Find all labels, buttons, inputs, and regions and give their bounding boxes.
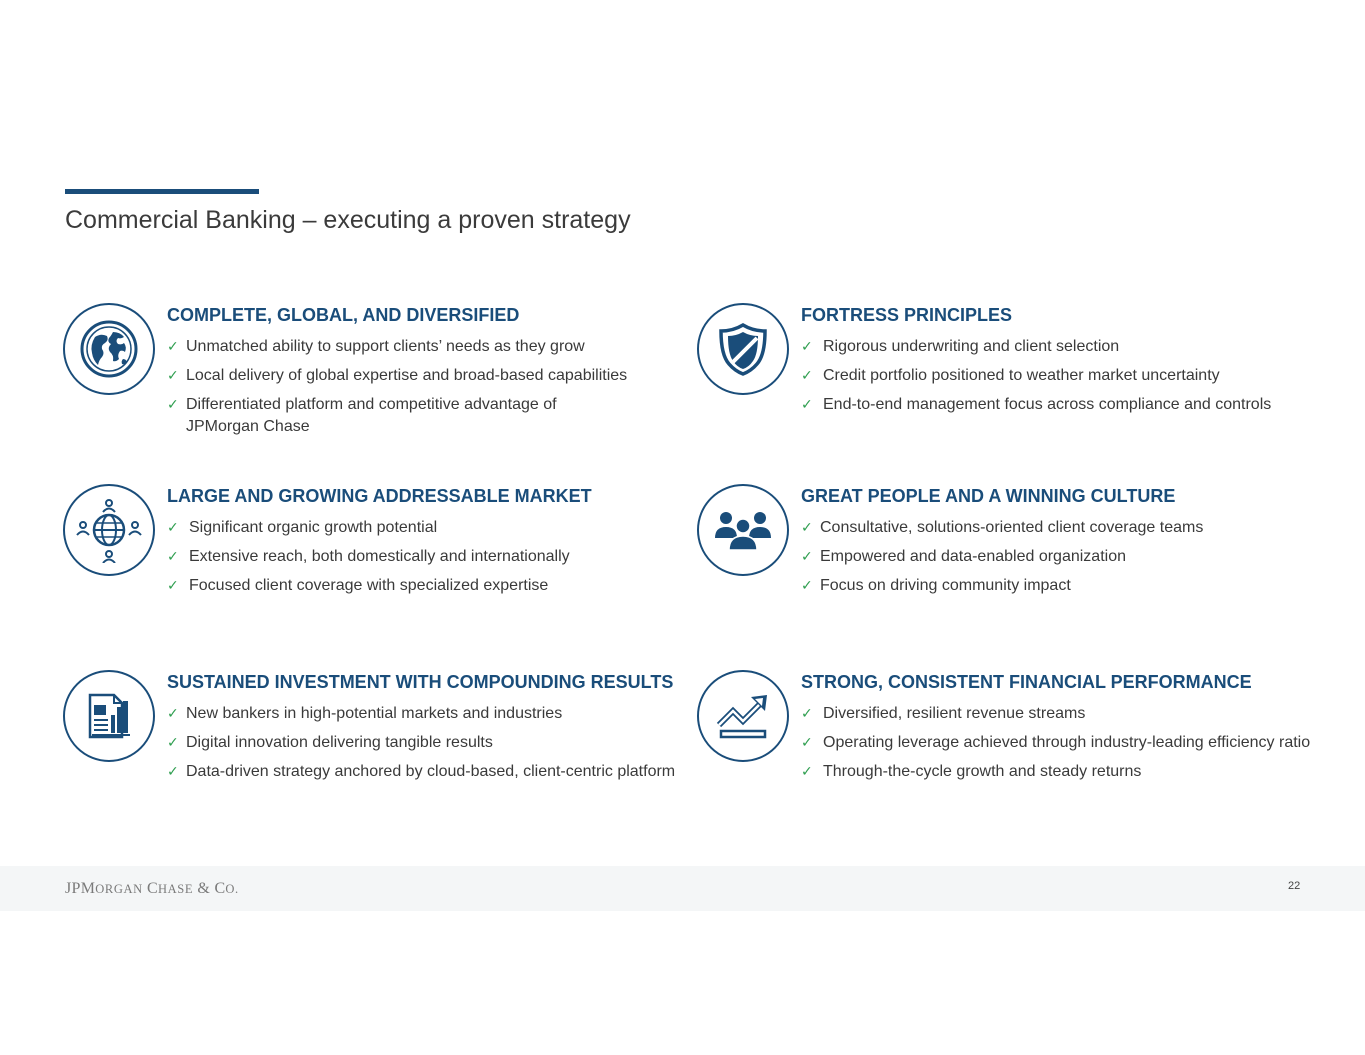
bullet-item: ✓ Significant organic growth potential <box>167 517 570 539</box>
check-icon: ✓ <box>801 368 813 384</box>
shield-icon <box>697 303 789 395</box>
check-icon: ✓ <box>801 520 813 536</box>
bullet-item: ✓ New bankers in high-potential markets and industries <box>167 703 675 725</box>
bullet-item: ✓ Local delivery of global expertise and broad-based capabilities <box>167 365 627 387</box>
bullet-item: ✓ Rigorous underwriting and client selection <box>801 336 1271 358</box>
bullet-item: ✓ Through-the-cycle growth and steady returns <box>801 761 1310 783</box>
bullet-item: ✓ Digital innovation delivering tangible results <box>167 732 675 754</box>
check-icon: ✓ <box>167 706 179 722</box>
bullet-item: ✓ Focused client coverage with specialized expertise <box>167 575 570 597</box>
bullet-list <box>801 336 1271 423</box>
page-title: Commercial Banking – executing a proven strategy <box>65 206 631 234</box>
check-icon: ✓ <box>801 339 813 355</box>
bullet-item: ✓ Focus on driving community impact <box>801 575 1203 597</box>
bullet-list <box>167 517 570 604</box>
check-icon: ✓ <box>167 368 179 384</box>
bullet-item: ✓ Diversified, resilient revenue streams <box>801 703 1310 725</box>
check-icon: ✓ <box>167 520 179 536</box>
bullet-item: ✓ Differentiated platform and competitive advantage of JPMorgan Chase <box>167 396 557 435</box>
bullet-item: ✓ Extensive reach, both domestically and internationally <box>167 546 570 568</box>
pillar-heading: SUSTAINED INVESTMENT WITH COMPOUNDING RESULTS <box>167 672 674 692</box>
bullet-item: ✓ Data-driven strategy anchored by cloud-based, client-centric platform <box>167 761 675 783</box>
bullet-list <box>167 703 675 790</box>
check-icon: ✓ <box>167 578 179 594</box>
people-group-icon <box>697 484 789 576</box>
bullet-item: ✓ Consultative, solutions-oriented client coverage teams <box>801 517 1203 539</box>
bullet-item: ✓ End-to-end management focus across compliance and controls <box>801 394 1271 416</box>
pillar-heading: GREAT PEOPLE AND A WINNING CULTURE <box>801 486 1176 506</box>
bullet-list <box>801 517 1203 604</box>
growth-trend-icon <box>697 670 789 762</box>
pillar-heading: COMPLETE, GLOBAL, AND DIVERSIFIED <box>167 305 520 325</box>
pillar-heading: LARGE AND GROWING ADDRESSABLE MARKET <box>167 486 592 506</box>
check-icon: ✓ <box>801 764 813 780</box>
page-number: 22 <box>1288 880 1301 892</box>
footer <box>0 866 1365 911</box>
check-icon: ✓ <box>167 339 179 355</box>
globe-icon <box>63 303 155 395</box>
pillar-heading: STRONG, CONSISTENT FINANCIAL PERFORMANCE <box>801 672 1252 692</box>
bullet-item: ✓ Credit portfolio positioned to weather market uncertainty <box>801 365 1271 387</box>
check-icon: ✓ <box>801 735 813 751</box>
check-icon: ✓ <box>801 549 813 565</box>
bullet-list <box>801 703 1310 790</box>
check-icon: ✓ <box>167 735 179 751</box>
check-icon: ✓ <box>801 397 813 413</box>
check-icon: ✓ <box>801 578 813 594</box>
check-icon: ✓ <box>167 549 179 565</box>
bullet-item: ✓ Empowered and data-enabled organization <box>801 546 1203 568</box>
bullet-list <box>167 336 627 445</box>
check-icon: ✓ <box>801 706 813 722</box>
global-network-icon <box>63 484 155 576</box>
pillar-heading: FORTRESS PRINCIPLES <box>801 305 1013 325</box>
report-chart-icon <box>63 670 155 762</box>
bullet-item: ✓ Operating leverage achieved through industry-leading efficiency ratio <box>801 732 1310 754</box>
title-accent-bar <box>65 189 259 194</box>
check-icon: ✓ <box>167 397 179 413</box>
bullet-item: ✓ Unmatched ability to support clients’ needs as they grow <box>167 336 627 358</box>
jpmorgan-chase-logo: JPMORGAN CHASE & CO. <box>65 880 239 897</box>
check-icon: ✓ <box>167 764 179 780</box>
